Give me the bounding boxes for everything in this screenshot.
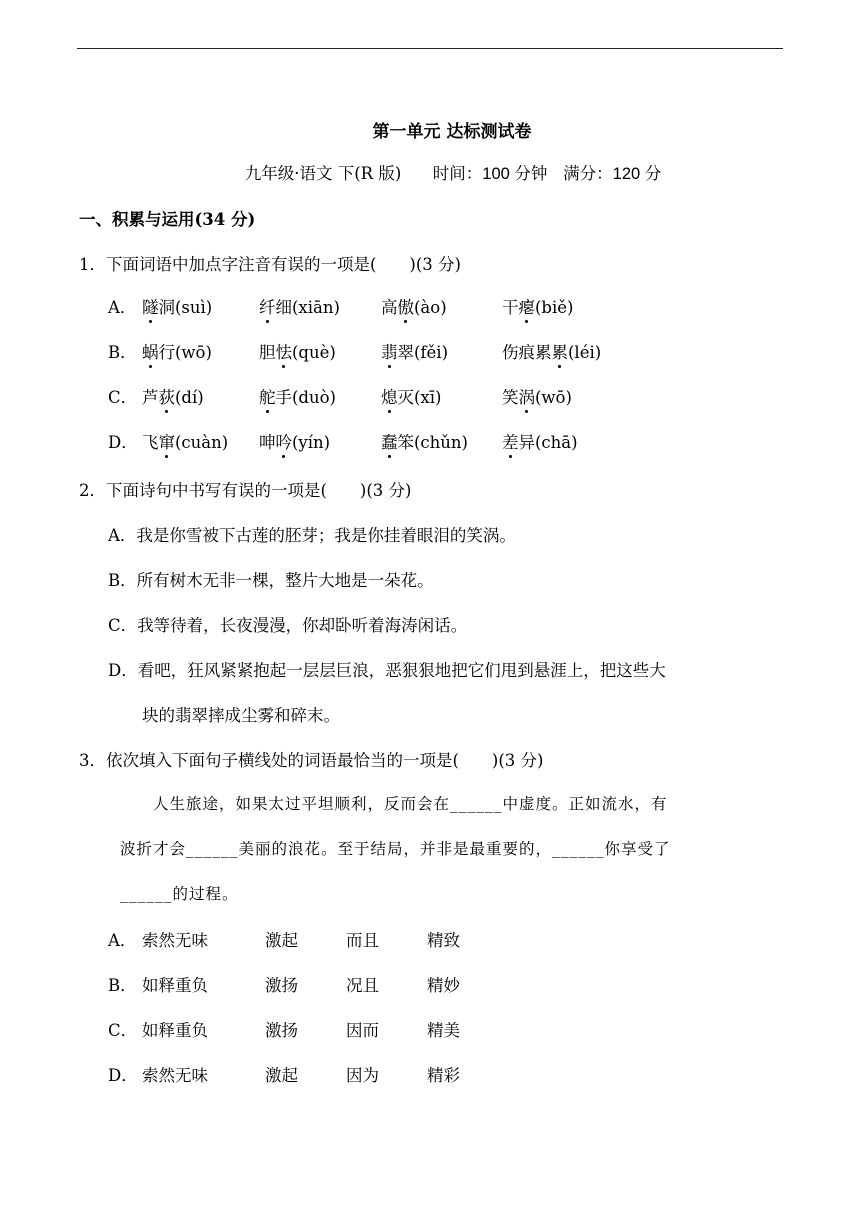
score-value: 120 分 — [612, 165, 662, 183]
option-word: 因而 — [346, 1021, 379, 1040]
word-prefix: 笑 — [502, 388, 519, 407]
question-2-option-b: B．所有树木无非一棵，整片大地是一朵花。 — [108, 571, 434, 590]
option-letter: A． — [108, 298, 137, 317]
option-word: 激起 — [265, 931, 298, 950]
question-2-option-c: C．我等待着，长夜漫漫，你却卧听着海涛闲话。 — [108, 616, 468, 635]
option-letter: C． — [108, 388, 138, 407]
option-letter: A． — [108, 931, 137, 950]
word-suffix-with-pinyin: 异(chā) — [518, 433, 578, 452]
option-letter: B． — [108, 343, 137, 362]
option-word: 索然无味 — [142, 931, 208, 950]
option-letter: C． — [108, 1021, 138, 1040]
question-2-option-a: A．我是你雪被下古莲的胚芽；我是你挂着眼泪的笑涡。 — [108, 526, 516, 545]
dotted-character: 舵 — [259, 384, 276, 408]
question-3-option — [108, 927, 788, 951]
option-word — [142, 339, 212, 363]
option-word: 精致 — [427, 931, 460, 950]
word-prefix: 伤痕累 — [502, 343, 552, 362]
question-3-passage-line-3: ______的过程。 — [120, 885, 239, 903]
option-word: 激起 — [265, 1066, 298, 1085]
dotted-character: 熄 — [381, 384, 398, 408]
option-word — [259, 339, 336, 363]
word-prefix: 芦 — [142, 388, 159, 407]
option-word — [381, 294, 447, 318]
option-word: 如释重负 — [142, 976, 208, 995]
question-2-option-d-continued: 块的翡翠摔成尘雾和碎末。 — [142, 706, 340, 725]
word-prefix: 飞 — [142, 433, 159, 452]
word-suffix-with-pinyin: (yín) — [292, 433, 331, 452]
dotted-character: 翡 — [381, 339, 398, 363]
dotted-character: 差 — [502, 429, 519, 453]
score-label: 满分： — [563, 164, 613, 183]
dotted-character: 荻 — [159, 384, 176, 408]
dotted-character: 怯 — [276, 339, 293, 363]
word-suffix-with-pinyin: 翠(fěi) — [397, 343, 449, 362]
question-3-option — [108, 1062, 788, 1086]
word-prefix: 胆 — [259, 343, 276, 362]
word-prefix: 高 — [381, 298, 398, 317]
question-1-option — [108, 339, 788, 363]
word-suffix-with-pinyin: (dí) — [175, 388, 204, 407]
option-word — [502, 429, 578, 453]
dotted-character: 窜 — [159, 429, 176, 453]
header-rule — [77, 48, 783, 49]
option-word: 如释重负 — [142, 1021, 208, 1040]
question-1-stem: 1．下面词语中加点字注音有误的一项是( )(3 分) — [79, 255, 461, 274]
word-suffix-with-pinyin: 细(xiān) — [275, 298, 340, 317]
dotted-character: 瘪 — [519, 294, 536, 318]
option-word: 况且 — [346, 976, 379, 995]
time-value: 100 分钟 — [482, 165, 548, 183]
option-word — [259, 294, 340, 318]
option-letter: B． — [108, 976, 137, 995]
option-word: 因为 — [346, 1066, 379, 1085]
option-word: 而且 — [346, 931, 379, 950]
word-suffix-with-pinyin: 手(duò) — [275, 388, 336, 407]
option-letter: D． — [108, 1066, 138, 1085]
page-title: 第一单元 达标测试卷 — [372, 122, 532, 142]
option-word: 激扬 — [265, 976, 298, 995]
option-word: 精彩 — [427, 1066, 460, 1085]
word-suffix-with-pinyin: (wō) — [535, 388, 572, 407]
word-suffix-with-pinyin: (léi) — [568, 343, 602, 362]
question-2-stem: 2．下面诗句中书写有误的一项是( )(3 分) — [79, 481, 412, 500]
option-word: 精美 — [427, 1021, 460, 1040]
time-label: 时间： — [432, 164, 483, 183]
dotted-character: 吟 — [276, 429, 293, 453]
dotted-character: 隧 — [142, 294, 159, 318]
option-word — [142, 294, 212, 318]
option-word — [502, 294, 573, 318]
option-word: 精妙 — [427, 976, 460, 995]
word-suffix-with-pinyin: 灭(xī) — [397, 388, 442, 407]
question-1-option — [108, 429, 788, 453]
grade-subject: 九年级·语文 下(R 版) — [244, 164, 402, 183]
question-3-option — [108, 1017, 788, 1041]
question-1-option — [108, 294, 788, 318]
option-word: 索然无味 — [142, 1066, 208, 1085]
option-word: 激扬 — [265, 1021, 298, 1040]
option-word — [381, 339, 448, 363]
exam-info — [0, 160, 860, 184]
option-letter: D． — [108, 433, 138, 452]
question-3-stem: 3．依次填入下面句子横线处的词语最恰当的一项是( )(3 分) — [79, 751, 544, 770]
option-word — [502, 339, 601, 363]
option-word — [259, 384, 336, 408]
dotted-character: 蜗 — [142, 339, 159, 363]
word-prefix: 干 — [502, 298, 519, 317]
question-3-passage-line-2: 波折才会______美丽的浪花。至于结局，并非是最重要的，______你享受了 — [120, 840, 671, 858]
word-prefix: 呻 — [259, 433, 276, 452]
word-suffix-with-pinyin: (cuàn) — [175, 433, 229, 452]
question-3-option — [108, 972, 788, 996]
dotted-character: 傲 — [398, 294, 415, 318]
dotted-character: 累 — [552, 339, 569, 363]
word-suffix-with-pinyin: 行(wō) — [158, 343, 212, 362]
option-word — [502, 384, 572, 408]
question-2-option-d: D．看吧，狂风紧紧抱起一层层巨浪，恶狠狠地把它们甩到悬涯上，把这些大 — [108, 661, 666, 680]
word-suffix-with-pinyin: 笨(chǔn) — [397, 433, 468, 452]
word-suffix-with-pinyin: 洞(suì) — [158, 298, 213, 317]
option-word — [259, 429, 330, 453]
option-word — [142, 429, 228, 453]
question-3-passage-line-1: 人生旅途，如果太过平坦顺利，反而会在______中虚度。正如流水，有 — [120, 795, 668, 813]
word-suffix-with-pinyin: (ào) — [414, 298, 447, 317]
option-word — [142, 384, 204, 408]
word-suffix-with-pinyin: (què) — [292, 343, 336, 362]
section-heading: 一、积累与运用(34 分) — [79, 210, 256, 229]
option-word — [381, 384, 441, 408]
question-1-option — [108, 384, 788, 408]
word-suffix-with-pinyin: (biě) — [535, 298, 574, 317]
dotted-character: 涡 — [519, 384, 536, 408]
option-word — [381, 429, 468, 453]
dotted-character: 纤 — [259, 294, 276, 318]
dotted-character: 蠢 — [381, 429, 398, 453]
